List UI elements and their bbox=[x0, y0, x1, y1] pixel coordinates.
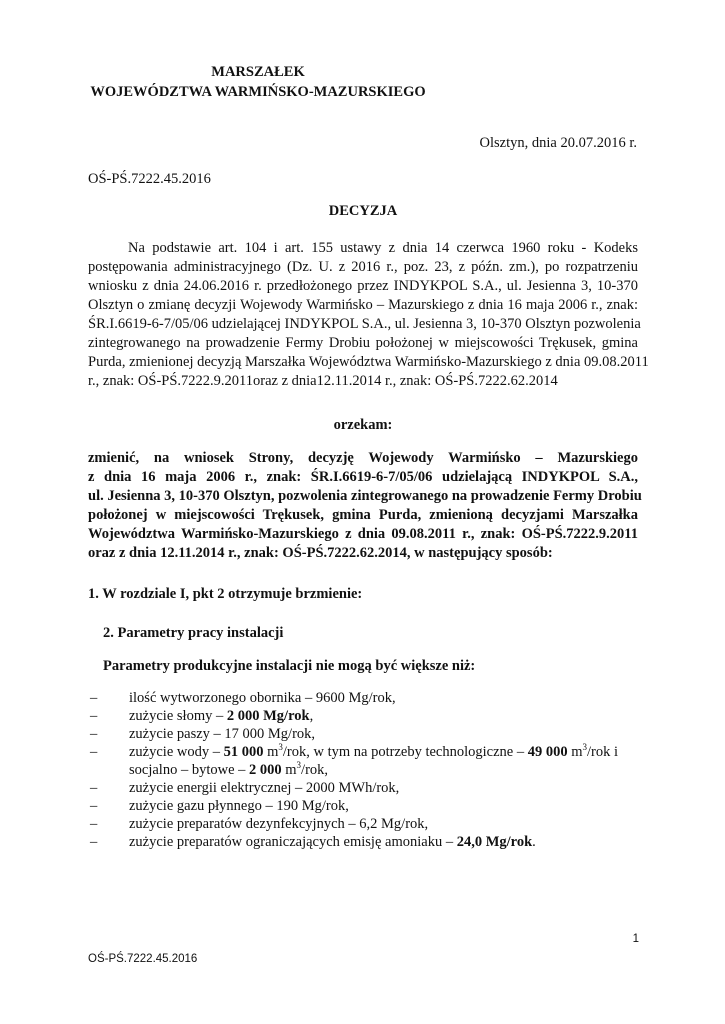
dash-bullet: – bbox=[90, 834, 98, 850]
point-1: 1. W rozdziale I, pkt 2 otrzymuje brzmienie: bbox=[88, 586, 363, 602]
ruling-line: oraz z dnia 12.11.2014 r., znak: OŚ-PŚ.7222.62.2014, w następujący sposób: bbox=[88, 545, 553, 561]
intro-line: r., znak: OŚ-PŚ.7222.9.2011oraz z dnia12.11.2014 r., znak: OŚ-PŚ.7222.62.2014 bbox=[88, 373, 558, 389]
dash-bullet: – bbox=[90, 726, 98, 742]
intro-line: ŚR.I.6619-6-7/05/06 udzielającej INDYKPOL S.A., ul. Jesienna 3, 10-370 Olsztyn pozwolenia bbox=[88, 316, 641, 332]
reference-number: OŚ-PŚ.7222.45.2016 bbox=[88, 171, 211, 187]
params-heading: Parametry produkcyjne instalacji nie mogą być większe niż: bbox=[103, 658, 476, 674]
list-item-text: zużycie wody – 51 000 $m^3$/rok, w tym na potrzeby technologiczne – 49 000 $m^3$/rok i bbox=[129, 742, 619, 760]
page-number: 1 bbox=[632, 933, 639, 945]
ruling-heading: orzekam: bbox=[333, 417, 393, 433]
list-item-text: zużycie preparatów dezynfekcyjnych – 6,2 Mg/rok, bbox=[129, 816, 429, 832]
place-date: Olsztyn, dnia 20.07.2016 r. bbox=[479, 135, 637, 151]
dash-bullet: – bbox=[90, 780, 98, 796]
dash-bullet: – bbox=[90, 816, 98, 832]
intro-line: Olsztyn o zmianę decyzji Wojewody Warmińsko – Mazurskiego z dnia 16 maja 2006 r., znak: bbox=[88, 297, 638, 313]
list-item-text: ilość wytworzonego obornika – 9600 Mg/rok, bbox=[129, 690, 396, 706]
issuer-header bbox=[88, 62, 428, 102]
footer-reference: OŚ-PŚ.7222.45.2016 bbox=[88, 953, 198, 965]
list-item-text: zużycie preparatów ograniczających emisję amoniaku – 24,0 Mg/rok. bbox=[129, 834, 536, 850]
dash-bullet: – bbox=[90, 744, 98, 760]
ruling-line: ul. Jesienna 3, 10-370 Olsztyn, pozwolenia zintegrowanego na prowadzenie Fermy Drobiu bbox=[88, 488, 642, 504]
intro-line: Na podstawie art. 104 i art. 155 ustawy z dnia 14 czerwca 1960 roku - Kodeks bbox=[128, 240, 638, 256]
intro-paragraph bbox=[88, 239, 649, 391]
intro-line: postępowania administracyjnego (Dz. U. z 2016 r., poz. 23, z późn. zm.), po rozpatrzeniu bbox=[88, 259, 638, 275]
intro-line: zintegrowanego na prowadzenie Fermy Drobiu położonej w miejscowości Trękusek, gmina bbox=[88, 335, 638, 351]
intro-line: Purda, zmienionej decyzją Marszałka Województwa Warmińsko-Mazurskiego z dnia 09.08.2011 bbox=[88, 354, 649, 370]
dash-bullet: – bbox=[90, 690, 98, 706]
ruling-line: Województwa Warmińsko-Mazurskiego z dnia 09.08.2011 r., znak: OŚ-PŚ.7222.9.2011 bbox=[88, 526, 638, 542]
intro-line: wniosku z dnia 24.06.2016 r. przedłożonego przez INDYKPOL S.A., ul. Jesienna 3, 10-370 bbox=[88, 278, 638, 294]
list-item-text: zużycie paszy – 17 000 Mg/rok, bbox=[129, 726, 316, 742]
ruling-line: położonej w miejscowości Trękusek, gmina Purda, zmienioną decyzjami Marszałka bbox=[88, 507, 638, 523]
ruling-paragraph bbox=[88, 449, 642, 563]
issuer-line-2: WOJEWÓDZTWA WARMIŃSKO-MAZURSKIEGO bbox=[90, 84, 426, 100]
ruling-line: zmienić, na wniosek Strony, decyzję Wojewody Warmińsko – Mazurskiego bbox=[88, 450, 638, 466]
list-item-text: socjalno – bytowe – 2 000 $m^3$/rok, bbox=[129, 760, 329, 778]
dash-bullet: – bbox=[90, 708, 98, 724]
dash-bullet: – bbox=[90, 798, 98, 814]
document-title: DECYZJA bbox=[328, 203, 398, 219]
section-heading: 2. Parametry pracy instalacji bbox=[103, 625, 284, 641]
list-item-text: zużycie gazu płynnego – 190 Mg/rok, bbox=[129, 798, 349, 814]
ruling-line: z dnia 16 maja 2006 r., znak: ŚR.I.6619-6-7/05/06 udzielającą INDYKPOL S.A., bbox=[88, 469, 638, 485]
list-item-text: zużycie energii elektrycznej – 2000 MWh/rok, bbox=[129, 780, 400, 796]
issuer-line-1: MARSZAŁEK bbox=[211, 64, 305, 80]
list-item-text: zużycie słomy – 2 000 Mg/rok, bbox=[129, 708, 314, 724]
